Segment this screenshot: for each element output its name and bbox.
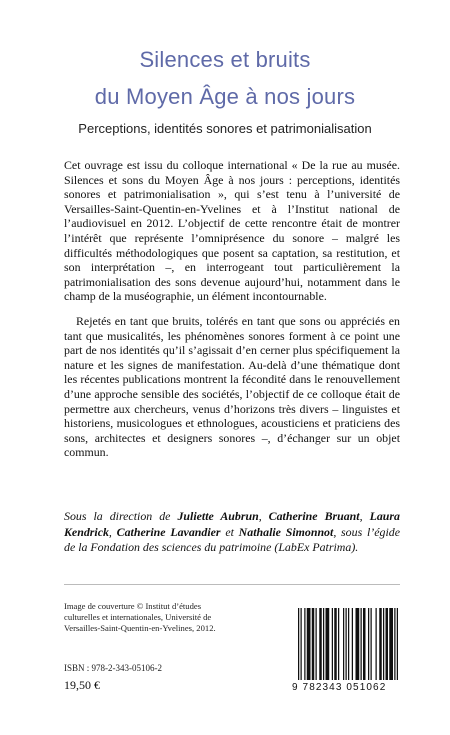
isbn: ISBN : 978-2-343-05106-2: [64, 663, 162, 673]
barcode-bar: [316, 608, 317, 680]
book-subtitle: Perceptions, identités sonores et patrimonialisation: [78, 121, 372, 136]
editor-name: Catherine Bruant: [268, 509, 360, 523]
summary-paragraph-2: Rejetés en tant que bruits, tolérés en tant que sons ou appréciés en tant que musicalités, les phénomènes sonores forment à ce point une part de nos identités qu’il s’agissait d’en cerner plus spécifiquement la nature et les signes de manifestation. Au-delà d’une thématique dont les récentes publications montrent la fécondité dans le renouvellement d’une approche sensible des sociétés, l’objectif de ce colloque était de permettre aux chercheurs, venus d’horizons très divers – linguistes et historiens, musicologues et ethnologues, acousticiens et praticiens des sons, architectes et designers sonores –, d’échanger sur un objet commun.: [64, 314, 400, 460]
barcode: [292, 608, 404, 698]
barcode-bar: [348, 608, 349, 680]
credit-separator: et: [220, 524, 239, 539]
barcode-bars: [292, 608, 404, 680]
barcode-bar: [319, 608, 322, 680]
barcode-bar: [352, 608, 353, 680]
barcode-digits: 9 782343 051062: [292, 682, 387, 693]
editor-name: Juliette Aubrun: [177, 509, 259, 523]
barcode-bar: [307, 608, 311, 680]
barcode-bar: [379, 608, 382, 680]
cover-image-credit: Image de couverture © Institut d’études culturelles et internationales, Université de Versailles-Saint-Quentin-en-Yvelines, 2012.: [64, 601, 216, 633]
barcode-bar: [338, 608, 339, 680]
barcode-bar: [371, 608, 372, 680]
barcode-bar: [343, 608, 344, 680]
barcode-bar: [394, 608, 395, 680]
price: 19,50 €: [64, 678, 100, 692]
barcode-bar: [376, 608, 377, 680]
barcode-bar: [298, 608, 299, 680]
credit-suffix: , sous l’égide de la Fondation des sciences du patrimoine (LabEx Patrima).: [64, 524, 400, 554]
editor-name: Laura Kendrick: [64, 509, 400, 539]
credit-separator: ,: [359, 509, 370, 523]
barcode-bar: [356, 608, 360, 680]
barcode-bar: [332, 608, 333, 680]
book-title-line-2: du Moyen Âge à nos jours: [94, 84, 356, 109]
barcode-bar: [346, 608, 347, 680]
barcode-bar: [397, 608, 398, 680]
barcode-bar: [334, 608, 337, 680]
divider: [64, 584, 400, 585]
barcode-bar: [386, 608, 389, 680]
credit-separator: ,: [108, 524, 117, 539]
credit-separator: ,: [258, 509, 269, 523]
barcode-bar: [389, 608, 393, 680]
editor-name: Catherine Lavandier: [116, 524, 221, 539]
barcode-bar: [363, 608, 366, 680]
barcode-bar: [383, 608, 384, 680]
book-title-line-1: Silences et bruits: [139, 47, 311, 72]
summary-paragraph-1: Cet ouvrage est issu du colloque international « De la rue au musée. Silences et sons du Moyen Âge à nos jours : perceptions, identités sonores et patrimonialisation », qui s’est tenu à l’université de Versailles-Saint-Quentin-en-Yvelines et à l’Institut national de l’audiovisuel en 2012. L’objectif de cette rencontre était de montrer l’intérêt que représente l’omniprésence du sonore – malgré les difficultés méthodologiques que posent sa captation, sa restitution, et son interprétation –, en interrogeant tout particulièrement la patrimonialisation des sons devenue aujourd’hui, notamment dans le champ de la muséographie, un élément incontournable.: [64, 158, 400, 304]
editors-credit: [64, 509, 400, 556]
barcode-bar: [304, 608, 305, 680]
barcode-bar: [368, 608, 369, 680]
barcode-bar: [361, 608, 362, 680]
barcode-bar: [301, 608, 302, 680]
barcode-bar: [312, 608, 315, 680]
barcode-bar: [323, 608, 324, 680]
credit-prefix: Sous la direction de: [64, 509, 178, 523]
barcode-bar: [326, 608, 330, 680]
editor-name: Nathalie Simonnot: [238, 524, 334, 539]
